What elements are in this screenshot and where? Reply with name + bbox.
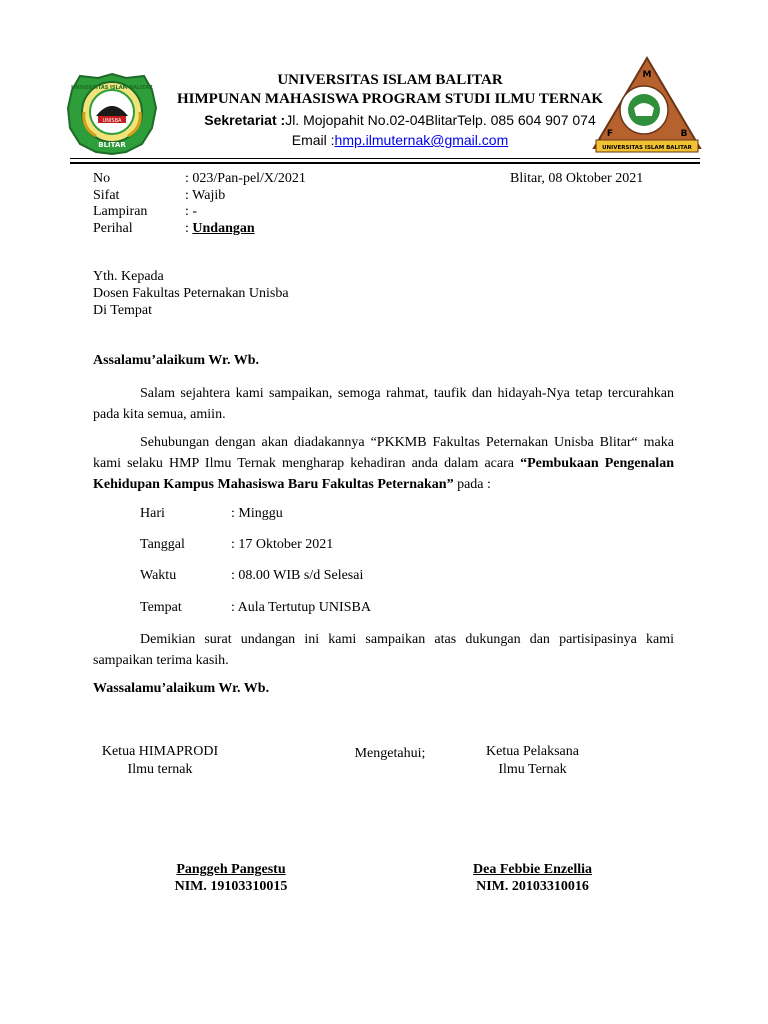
university-logo [66,72,158,156]
recipient-line-2: Dosen Fakultas Peternakan Unisba [93,286,289,301]
header-rule-thin [70,158,700,159]
secretariat-line [170,112,630,128]
signature-left-nim: NIM. 19103310015 [174,879,288,894]
signature-middle-title: Mengetahui; [354,746,426,761]
svg-text:M: M [642,70,652,80]
meta-no-value: : 023/Pan-pel/X/2021 [185,171,306,186]
paragraph-2: Sehubungan dengan akan diadakannya “PKKMB Fakultas Peternakan Unisba Blitar“ maka kami selaku HMP Ilmu Ternak mengharap kehadiran anda dalam acara “Pembukaan Pengenalan Kehidupan Kampus Mahasiswa Baru Fakultas Peternakan” pada : [93,435,674,492]
organization-name: HIMPUNAN MAHASISWA PROGRAM STUDI ILMU TERNAK [177,91,603,107]
meta-sifat-value: : Wajib [185,188,226,203]
meta-perihal-value: : Undangan [185,221,255,236]
email-link[interactable]: hmp.ilmuternak@gmail.com [334,132,509,148]
event-day-value: : Minggu [231,506,283,521]
meta-sifat-label: Sifat [93,188,120,203]
svg-text:B: B [680,129,688,139]
paragraph-1: Salam sejahtera kami sampaikan, semoga rahmat, taufik dan hidayah-Nya tetap tercurahkan pada kita semua, amiin. [93,386,674,422]
secretariat-address: Jl. Mojopahit No.02-04BlitarTelp. 085 604 907 074 [285,112,596,128]
recipient-line-3: Di Tempat [93,303,153,318]
signature-left-name: Panggeh Pangestu [176,862,286,877]
signature-right-title: Ketua Pelaksana [486,744,579,759]
header-rule-thick [70,162,700,164]
event-place-value: : Aula Tertutup UNISBA [231,600,371,615]
signature-right-sub: Ilmu Ternak [498,762,567,777]
event-date-label: Tanggal [140,537,185,552]
meta-no-label: No [93,171,111,186]
email-line [170,132,630,148]
svg-text:UNIVERSITAS ISLAM BALITAR: UNIVERSITAS ISLAM BALITAR [71,85,153,91]
event-day-label: Hari [140,506,165,521]
letter-date: Blitar, 08 Oktober 2021 [510,171,644,186]
meta-perihal-label: Perihal [93,221,133,236]
signature-left-sub: Ilmu ternak [127,762,193,777]
closing-greeting: Wassalamu’alaikum Wr. Wb. [93,681,270,696]
event-time-label: Waktu [140,568,177,583]
svg-text:UNIVERSITAS ISLAM BALITAR: UNIVERSITAS ISLAM BALITAR [602,145,692,151]
opening-greeting: Assalamu’alaikum Wr. Wb. [93,353,259,368]
svg-text:BLITAR: BLITAR [98,141,126,149]
event-time-value: : 08.00 WIB s/d Selesai [231,568,364,583]
meta-lampiran-value: : - [185,204,198,219]
paragraph-3: Demikian surat undangan ini kami sampaikan atas dukungan dan partisipasinya kami sampaikan terima kasih. [93,632,674,668]
event-date-value: : 17 Oktober 2021 [231,537,334,552]
meta-lampiran-label: Lampiran [93,204,148,219]
signature-right-nim: NIM. 20103310016 [476,879,589,894]
recipient-line-1: Yth. Kepada [93,269,164,284]
event-title: “Pembukaan Pengenalan Kehidupan Kampus Mahasiswa Baru Fakultas Peternakan” [93,456,674,492]
svg-text:UNISBA: UNISBA [102,118,122,124]
email-label: Email : [291,132,335,148]
svg-text:F: F [606,129,614,139]
secretariat-label: Sekretariat : [204,112,286,128]
university-name: UNIVERSITAS ISLAM BALITAR [277,72,503,88]
signature-right-name: Dea Febbie Enzellia [473,862,592,877]
signature-left-title: Ketua HIMAPRODI [101,744,219,759]
perihal-subject: Undangan [192,221,255,236]
event-place-label: Tempat [140,600,182,615]
